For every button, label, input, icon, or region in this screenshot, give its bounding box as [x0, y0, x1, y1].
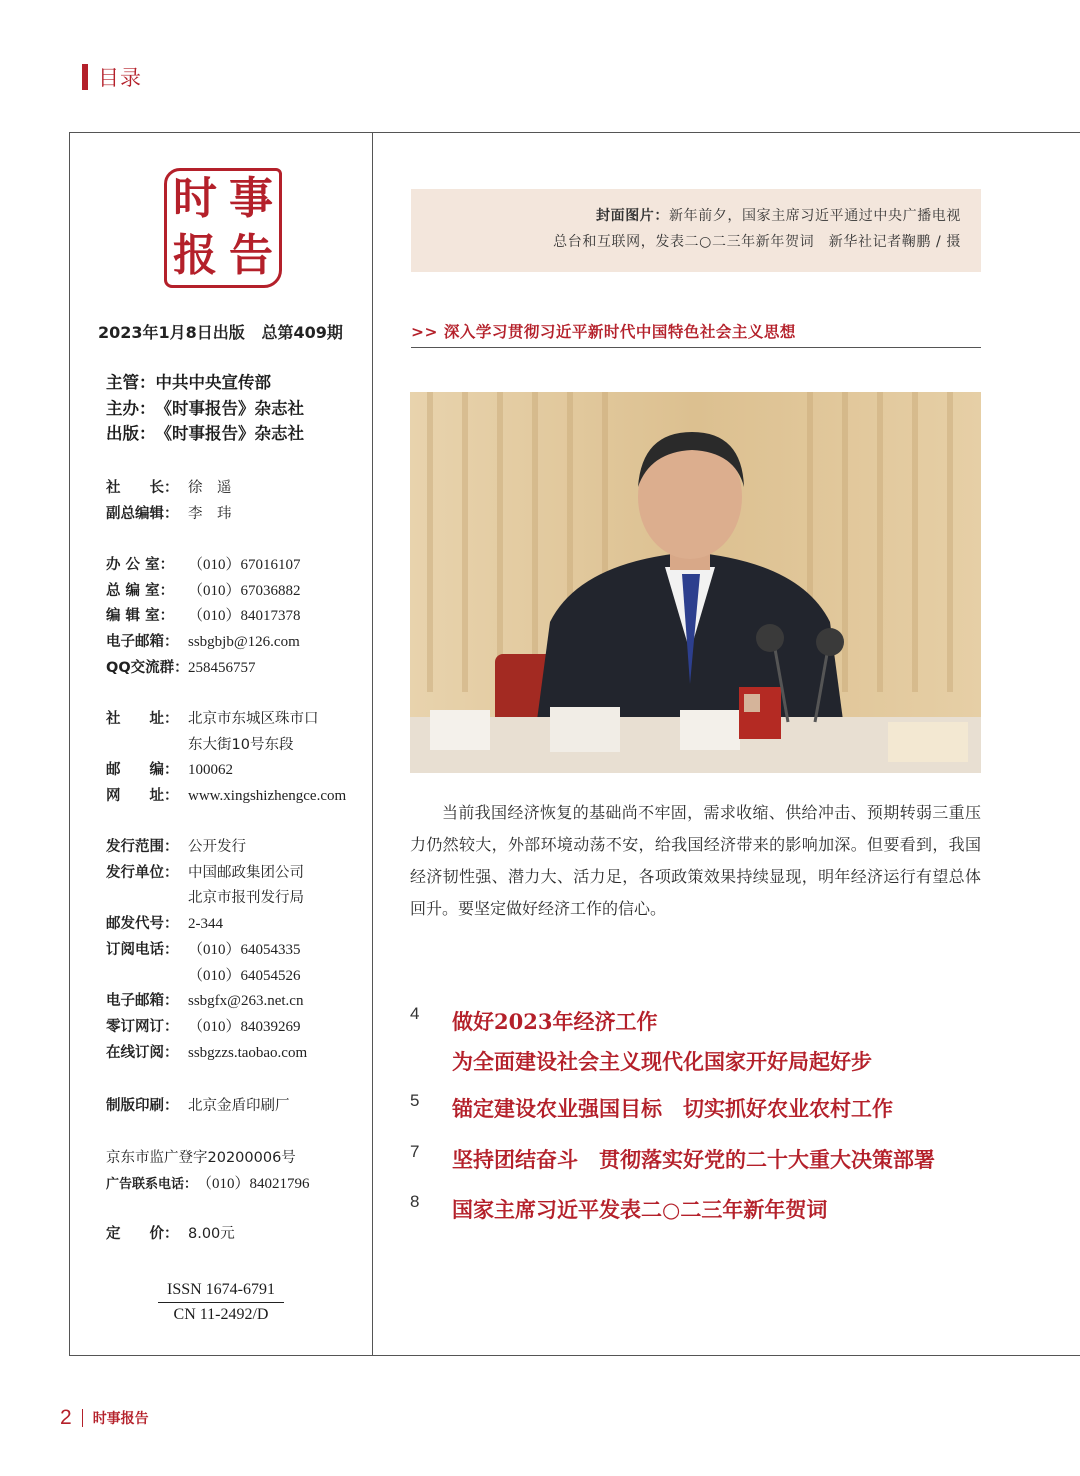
cover-caption	[411, 189, 981, 272]
info-row	[106, 1172, 310, 1198]
info-label: 发行范围：	[106, 839, 179, 855]
info-label: 在线订阅：	[106, 1044, 179, 1061]
info-row	[106, 912, 307, 938]
info-label: 电子邮箱：	[106, 634, 179, 651]
info-row	[106, 707, 346, 733]
info-label: 编 辑 室：	[106, 608, 175, 625]
logo-char: 报	[173, 230, 217, 281]
sponsor-row	[106, 421, 304, 447]
footer-separator	[82, 1409, 83, 1427]
page-footer	[60, 1406, 149, 1430]
info-group-leaders	[106, 476, 232, 527]
info-value: 100062	[188, 762, 233, 779]
info-row	[106, 964, 307, 990]
info-group-advertising	[106, 1146, 310, 1197]
photo-illustration	[410, 392, 981, 773]
info-label: 定 价：	[106, 1226, 179, 1242]
pub-date: 2023年1月8日出版	[98, 323, 245, 342]
sponsor-value: 《时事报告》杂志社	[155, 398, 304, 418]
sponsor-value: 中共中央宣传部	[155, 373, 271, 392]
toc-title-line: 锚定建设农业强国目标 切实抓好农业农村工作	[452, 1096, 893, 1121]
feature-photo	[410, 392, 981, 773]
logo-char: 事	[229, 173, 273, 224]
section-heading: >> 深入学习贯彻习近平新时代中国特色社会主义思想	[411, 320, 981, 348]
info-value: （010）84017378	[188, 608, 301, 625]
info-row	[106, 1222, 235, 1248]
info-label	[106, 886, 188, 912]
info-value: 258456757	[188, 659, 256, 676]
footer-magazine-name: 时事报告	[92, 1411, 149, 1427]
info-label	[106, 733, 188, 759]
info-row	[106, 758, 346, 784]
toc-titles	[452, 1190, 827, 1230]
toc-titles	[452, 1002, 872, 1082]
toc-item[interactable]	[410, 1089, 893, 1129]
info-label: QQ交流群：	[106, 659, 189, 676]
toc-titles	[452, 1089, 893, 1129]
info-label: 总 编 室：	[106, 582, 175, 599]
info-label: 发行单位：	[106, 864, 179, 881]
logo-char: 告	[229, 230, 273, 281]
info-label: 电子邮箱：	[106, 993, 179, 1010]
sponsors	[106, 370, 304, 447]
toc-item[interactable]	[410, 1140, 935, 1180]
toc-item[interactable]	[410, 1002, 872, 1082]
toc-page-number: 7	[410, 1142, 420, 1161]
info-row	[106, 1094, 290, 1120]
info-row	[106, 989, 307, 1015]
toc-title: 目录	[98, 66, 142, 90]
toc-title-line: 做好2023年经济工作	[452, 1009, 658, 1034]
info-row	[106, 553, 301, 579]
info-label: 邮 编：	[106, 762, 179, 779]
info-label: 邮发代号：	[106, 916, 179, 933]
info-value: ssbgzzs.taobao.com	[188, 1044, 308, 1061]
info-row	[106, 886, 307, 912]
toc-title-line: 国家主席习近平发表二○二三年新年贺词	[452, 1197, 828, 1222]
info-label: 广告联系电话：	[106, 1176, 198, 1192]
summary-paragraph: 当前我国经济恢复的基础尚不牢固，需求收缩、供给冲击、预期转弱三重压力仍然较大，外部环境动荡不安，给我国经济带来的影响加深。但要看到，我国经济韧性强、潜力大、活力足，各项政策效果持续显现，明年经济运行有望总体回升。要坚定做好经济工作的信心。	[410, 803, 981, 918]
info-row	[106, 784, 346, 810]
info-group-printing	[106, 1094, 290, 1120]
info-label: 社 址：	[106, 711, 179, 727]
info-row	[106, 476, 232, 502]
info-row	[106, 1041, 307, 1067]
info-value: （010）67016107	[188, 557, 301, 573]
sponsor-row	[106, 370, 304, 396]
info-value: （010）64054335	[188, 941, 301, 958]
info-label: 制版印刷：	[106, 1098, 179, 1114]
toc-header	[82, 62, 142, 92]
info-row	[106, 733, 346, 759]
info-value: （010）67036882	[188, 582, 301, 599]
issn-block	[158, 1278, 284, 1327]
footer-page-number: 2	[60, 1406, 72, 1429]
toc-title-line: 坚持团结奋斗 贯彻落实好党的二十大重大决策部署	[452, 1147, 935, 1172]
info-value: 北京市东城区珠市口	[188, 711, 319, 727]
cover-caption-label: 封面图片：	[596, 208, 669, 224]
info-group-address	[106, 707, 346, 810]
info-row	[106, 604, 301, 630]
column-divider	[372, 132, 373, 1356]
info-value: 北京金盾印刷厂	[188, 1098, 290, 1114]
info-value: 东大街10号东段	[188, 736, 294, 753]
publication-date	[98, 320, 343, 343]
logo-char: 时	[173, 173, 217, 224]
info-label: 社 长：	[106, 480, 179, 496]
info-label: 零订网订：	[106, 1018, 179, 1035]
issn-number: ISSN 1674-6791	[158, 1278, 284, 1303]
toc-item[interactable]	[410, 1190, 827, 1230]
info-value: 京东市监广登字20200006号	[106, 1150, 296, 1166]
sponsor-value: 《时事报告》杂志社	[155, 424, 304, 443]
sponsor-label: 主管：	[106, 373, 156, 392]
info-value: 北京市报刊发行局	[188, 890, 304, 907]
info-value: ssbgbjb@126.com	[188, 634, 300, 651]
info-label: 网 址：	[106, 788, 179, 805]
info-value: ssbgfx@263.net.cn	[188, 993, 304, 1010]
sponsor-label: 出版：	[106, 424, 156, 443]
info-group-contacts	[106, 553, 301, 682]
info-row	[106, 1146, 310, 1172]
info-label	[106, 964, 188, 990]
info-value: 徐 遥	[188, 480, 232, 496]
magazine-logo	[164, 168, 282, 288]
cover-caption-line: 总台和互联网，发表二○二三年新年贺词 新华社记者鞠鹏 / 摄	[553, 234, 961, 250]
toc-page-number: 4	[410, 1004, 420, 1023]
info-value: 2-344	[188, 916, 223, 933]
info-row	[106, 861, 307, 887]
info-row	[106, 502, 232, 528]
toc-page-number: 8	[410, 1192, 420, 1211]
cover-caption-text: 新年前夕，国家主席习近平通过中央广播电视	[669, 208, 961, 224]
cn-number: CN 11-2492/D	[173, 1306, 269, 1323]
info-row	[106, 656, 301, 682]
info-row	[106, 938, 307, 964]
info-value: （010）84039269	[188, 1018, 301, 1035]
info-value: 中国邮政集团公司	[188, 864, 304, 881]
info-value: 公开发行	[188, 839, 246, 855]
info-label: 订阅电话：	[106, 941, 179, 958]
info-label: 副总编辑：	[106, 505, 179, 522]
info-value: 8.00元	[188, 1226, 235, 1242]
sponsor-row	[106, 396, 304, 422]
header-accent-bar	[82, 64, 88, 90]
info-row	[106, 630, 301, 656]
info-row	[106, 579, 301, 605]
info-value: www.xingshizhengce.com	[188, 788, 347, 805]
toc-page-number: 5	[410, 1091, 420, 1110]
toc-titles	[452, 1140, 935, 1180]
info-group-distribution	[106, 835, 307, 1066]
info-label: 办 公 室：	[106, 557, 175, 573]
info-value: （010）64054526	[188, 967, 301, 984]
issue-total: 总第409期	[261, 323, 343, 342]
sponsor-label: 主办：	[106, 398, 156, 418]
toc-title-line: 为全面建设社会主义现代化国家开好局起好步	[452, 1049, 872, 1074]
info-group-price	[106, 1222, 235, 1248]
info-row	[106, 835, 307, 861]
cover-caption-line	[437, 203, 961, 229]
info-value: 李 玮	[188, 505, 232, 522]
info-row	[106, 1015, 307, 1041]
info-value: （010）84021796	[197, 1175, 310, 1192]
